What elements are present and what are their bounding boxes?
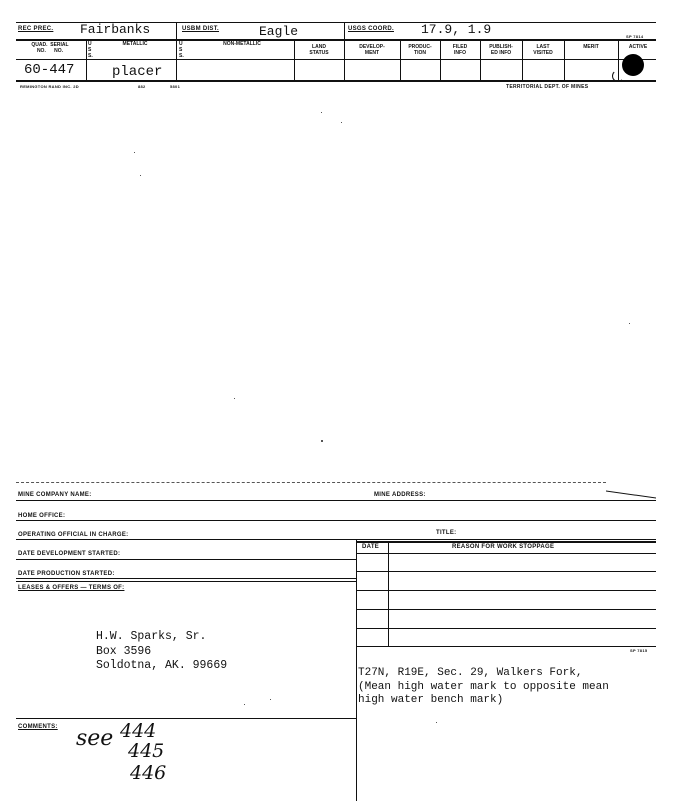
territorial-dept: TERRITORIAL DEPT. OF MINES xyxy=(506,84,589,90)
table-row-line xyxy=(356,553,656,554)
usgs-coord-label: USGS COORD. xyxy=(348,26,394,32)
speck xyxy=(341,122,342,123)
line xyxy=(16,520,656,521)
usbm-dist-value: Eagle xyxy=(259,24,299,39)
filed-info-header: FILED INFO xyxy=(452,44,468,56)
speck xyxy=(234,398,235,399)
quad-serial-value: 60-447 xyxy=(24,62,75,78)
speck xyxy=(270,699,271,700)
operating-official-label: OPERATING OFFICIAL IN CHARGE: xyxy=(18,532,129,538)
line xyxy=(16,578,356,579)
reason-col-header: REASON FOR WORK STOPPAGE xyxy=(452,544,555,550)
active-header: ACTIVE xyxy=(628,44,648,50)
handwritten-ref-3: 446 xyxy=(130,762,167,784)
divider xyxy=(86,39,87,81)
mine-address-label: MINE ADDRESS: xyxy=(374,492,426,498)
handwritten-ref-2: 445 xyxy=(128,740,165,762)
row-border xyxy=(16,59,656,60)
speck xyxy=(321,112,322,113)
speck xyxy=(436,722,437,723)
nonmetallic-header: NON-METALLIC xyxy=(223,41,261,47)
divider xyxy=(344,22,345,80)
line xyxy=(16,539,656,540)
rec-prec-label: REC PREC. xyxy=(18,26,54,32)
metallic-value: placer xyxy=(112,64,163,80)
metallic-code-header: U S S. xyxy=(88,41,93,59)
comments-label: COMMENTS: xyxy=(18,724,58,730)
line xyxy=(16,500,656,501)
torn-edge-line xyxy=(16,482,606,483)
date-production-started-label: DATE PRODUCTION STARTED: xyxy=(18,571,115,577)
date-col-divider xyxy=(388,541,389,647)
handwritten-see: see xyxy=(76,726,114,751)
date-col-header: DATE xyxy=(362,544,380,550)
usgs-coord-value: 17.9, 1.9 xyxy=(421,22,492,37)
speck xyxy=(321,440,323,442)
location-line-1: T27N, R19E, Sec. 29, Walkers Fork, xyxy=(358,667,583,679)
metallic-header: METALLIC xyxy=(122,41,148,47)
line xyxy=(16,581,356,582)
row-bottom-border xyxy=(16,80,656,82)
owner-city: Soldotna, AK. 99669 xyxy=(96,659,228,672)
quad-serial-header: QUAD. SERIAL NO. NO. xyxy=(31,42,69,54)
leases-offers-label: LEASES & OFFERS — TERMS OF: xyxy=(18,585,125,591)
table-row-line xyxy=(356,628,656,629)
last-visited-header: LAST VISITED xyxy=(533,44,553,56)
usbm-dist-label: USBM DIST. xyxy=(182,26,220,32)
rec-prec-value: Fairbanks xyxy=(80,22,151,37)
location-line-3: high water bench mark) xyxy=(358,694,504,706)
owner-name: H.W. Sparks, Sr. xyxy=(96,630,207,643)
speck xyxy=(629,323,630,324)
nonmetallic-code-header: U S S. xyxy=(179,41,184,59)
table-left-border xyxy=(356,539,357,801)
merit-header: MERIT xyxy=(583,44,599,50)
title-label: TITLE: xyxy=(436,530,457,536)
owner-box: Box 3596 xyxy=(96,645,152,658)
date-development-started-label: DATE DEVELOPMENT STARTED: xyxy=(18,551,121,557)
line xyxy=(356,541,656,543)
print-code-a: 882 xyxy=(138,84,146,89)
active-punch-hole xyxy=(622,54,644,76)
table-row-line xyxy=(356,571,656,572)
divider xyxy=(564,39,565,81)
form-number: SP 7814 xyxy=(626,34,644,39)
printer-imprint: REMINGTON RAND INC. 2D xyxy=(20,84,79,89)
torn-edge-curve xyxy=(606,480,656,498)
speck xyxy=(140,175,141,176)
table-row-line xyxy=(356,609,656,610)
development-header: DEVELOP- MENT xyxy=(359,44,385,56)
production-header: PRODUC- TION xyxy=(408,44,432,56)
speck xyxy=(134,152,135,153)
line xyxy=(16,559,356,560)
table-row-line xyxy=(356,590,656,591)
speck xyxy=(244,704,245,705)
divider xyxy=(176,22,177,80)
form-number-2: SP 7815 xyxy=(630,648,648,653)
handwritten-ref-1: 444 xyxy=(120,720,157,742)
mine-company-name-label: MINE COMPANY NAME: xyxy=(18,492,92,498)
divider xyxy=(294,39,295,81)
home-office-label: HOME OFFICE: xyxy=(18,513,66,519)
published-info-header: PUBLISH- ED INFO xyxy=(489,44,513,56)
print-code-b: 5801 xyxy=(170,84,181,89)
land-status-header: LAND STATUS xyxy=(309,44,329,56)
line xyxy=(16,718,356,719)
location-line-2: (Mean high water mark to opposite mean xyxy=(358,681,609,693)
table-row-line xyxy=(356,646,656,647)
